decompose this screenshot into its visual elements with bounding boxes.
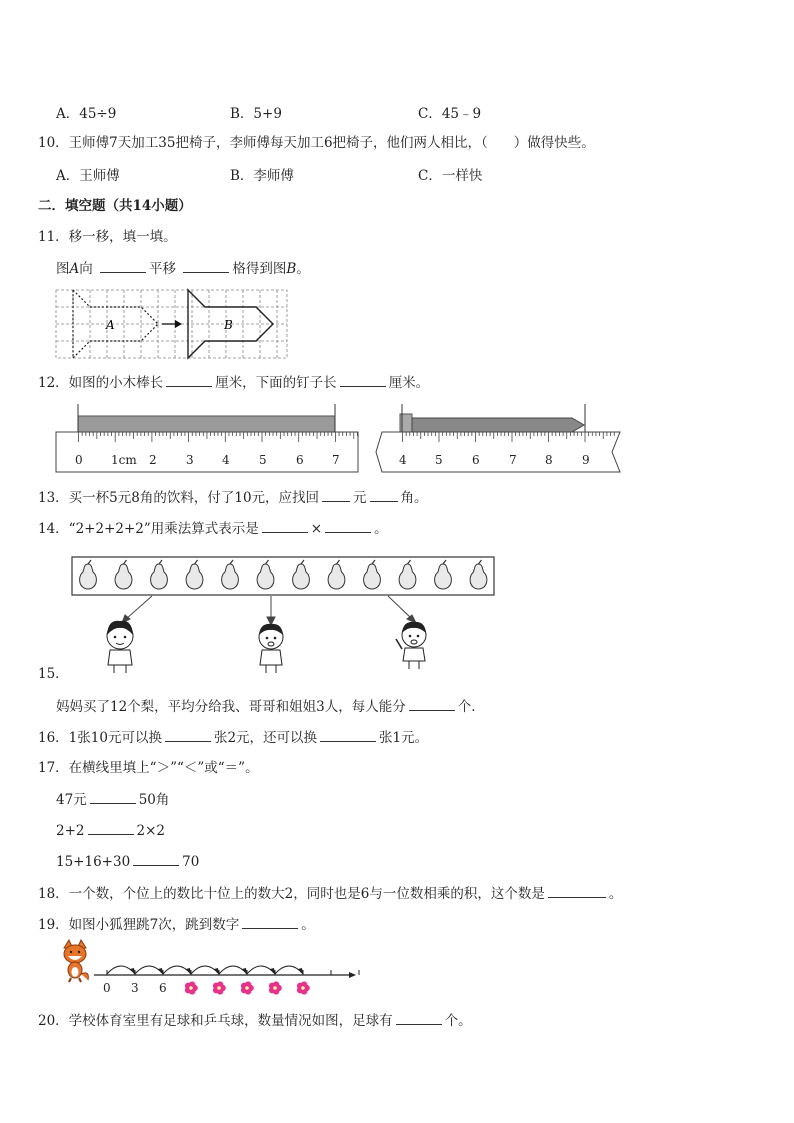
- q10-stem: [38, 133, 595, 153]
- q16-blank-1[interactable]: [165, 727, 211, 742]
- q17-row3-left: 15+16+30: [56, 854, 131, 870]
- q9-option-c: C．45﹣9: [418, 106, 482, 122]
- pear-box: [72, 557, 494, 595]
- flower-icon: [269, 981, 282, 994]
- girl-icon: [107, 621, 133, 673]
- ruler1-label: 3: [186, 453, 194, 467]
- q15-number: 15．: [38, 666, 69, 682]
- jump-arc: [247, 966, 275, 974]
- jump-arc: [107, 966, 135, 974]
- q15-blank[interactable]: [409, 696, 455, 711]
- q15-stem: [56, 696, 476, 717]
- q13-stem: [38, 487, 428, 508]
- q17-row-2: [56, 820, 165, 841]
- number-line-label: 6: [159, 981, 167, 995]
- q17-stem: 17．在横线里填上“＞”“＜”或“＝”。: [38, 760, 259, 776]
- q12-ruler-stick: [54, 402, 364, 474]
- flower-icon: [185, 981, 198, 994]
- q11-stem: 11．移一移，填一填。: [38, 229, 177, 245]
- fox-icon: [64, 940, 88, 982]
- flower-icon: [213, 981, 226, 994]
- ruler2-label: 7: [509, 453, 517, 467]
- q14-blank-1[interactable]: [262, 518, 308, 533]
- jump-arc: [191, 966, 219, 974]
- q15-text-2: 个.: [457, 699, 476, 715]
- q17-row1-left: 47元: [56, 792, 87, 808]
- q14-stem: [38, 518, 388, 539]
- q16-text-1: 16．1张10元可以换: [38, 730, 162, 746]
- jump-arc: [163, 966, 191, 974]
- q19-stem: [38, 914, 315, 935]
- q18-blank[interactable]: [548, 883, 606, 898]
- flower-icon: [241, 981, 254, 994]
- q16-blank-2[interactable]: [320, 727, 376, 742]
- q19-number-line: [60, 938, 360, 1000]
- q12-ruler-nail: [372, 402, 624, 474]
- q11-text-2: 向: [79, 261, 93, 277]
- ruler1-label: 4: [222, 453, 230, 467]
- ruler1-label: 1cm: [111, 453, 137, 467]
- jump-arc: [275, 966, 303, 974]
- q12-text-2: 厘米，下面的钉子长: [215, 375, 337, 391]
- q11-grid-figure: [54, 288, 290, 360]
- q10-stem-end: ）做得快些。: [513, 135, 595, 151]
- q17-blank-3[interactable]: [133, 851, 179, 866]
- wood-stick: [78, 416, 335, 432]
- q17-row3-right: 70: [182, 854, 200, 870]
- q11-text-4: 格得到图: [232, 261, 287, 277]
- q17-row-3: [56, 851, 199, 872]
- q18-stem: [38, 883, 622, 904]
- ruler2-label: 4: [399, 453, 407, 467]
- move-arrow-head: [175, 320, 182, 328]
- number-line-label: 3: [131, 981, 139, 995]
- q20-text-1: 20．学校体育室里有足球和乒乓球，数量情况如图，足球有: [38, 1013, 393, 1029]
- ruler2-label: 5: [435, 453, 443, 467]
- q11-blank-direction[interactable]: [100, 258, 146, 273]
- boy-icon: [396, 622, 426, 669]
- q20-blank[interactable]: [396, 1010, 442, 1025]
- q12-text-1: 12．如图的小木棒长: [38, 375, 164, 391]
- q20-stem: [38, 1010, 472, 1031]
- ruler1-label: 5: [259, 453, 267, 467]
- q17-row2-left: 2+2: [56, 823, 85, 839]
- section-title: 二．填空题（共14小题）: [38, 198, 192, 214]
- q18-text-2: 。: [608, 886, 623, 902]
- q12-blank-nail[interactable]: [340, 372, 386, 387]
- q9-option-b: B．5+9: [230, 106, 282, 122]
- q16-stem: [38, 727, 428, 748]
- ruler1-label: 0: [75, 453, 83, 467]
- q12-text-3: 厘米。: [388, 375, 430, 391]
- q11-sub: [56, 258, 310, 279]
- q10-stem-text: 10．王师傅7天加工35把椅子，李师傅每天加工6把椅子，他们两人相比，（: [38, 135, 488, 151]
- shape-a: [73, 290, 158, 358]
- jump-arc: [219, 966, 247, 974]
- q17-row-1: [56, 789, 169, 810]
- ruler1-label: 2: [149, 453, 157, 467]
- q14-blank-2[interactable]: [325, 518, 371, 533]
- q12-stem: [38, 372, 429, 393]
- nail-body: [412, 418, 584, 432]
- q17-row2-right: 2×2: [136, 823, 165, 839]
- q11-text-1: 图: [56, 261, 70, 277]
- q13-blank-yuan[interactable]: [322, 487, 350, 502]
- q13-text-3: 角。: [400, 490, 428, 506]
- ruler2-label: 8: [545, 453, 553, 467]
- q13-text-1: 13．买一杯5元8角的饮料，付了10元，应找回: [38, 490, 320, 506]
- q15-pears-figure: [68, 555, 498, 677]
- q12-blank-stick[interactable]: [166, 372, 212, 387]
- q11-fig-a-ref: A: [69, 261, 80, 277]
- number-line-label: 0: [103, 981, 111, 995]
- q19-text-2: 。: [301, 917, 315, 933]
- q10-option-a: A．王师傅: [56, 168, 120, 184]
- shape-a-label: A: [106, 318, 115, 332]
- q14-text-3: 。: [374, 521, 388, 537]
- q15-text-1: 妈妈买了12个梨，平均分给我、哥哥和姐姐3人，每人能分: [56, 699, 406, 715]
- q11-fig-b-ref: B: [286, 261, 297, 277]
- q17-row1-right: 50角: [138, 792, 170, 808]
- q20-text-2: 个。: [444, 1013, 472, 1029]
- q14-text-1: 14．“2+2+2+2”用乘法算式表示是: [38, 521, 259, 537]
- q17-blank-2[interactable]: [88, 820, 134, 835]
- q19-text-1: 19．如图小狐狸跳7次，跳到数字: [38, 917, 240, 933]
- q19-blank[interactable]: [242, 914, 298, 929]
- ruler1-label: 6: [296, 453, 304, 467]
- flower-icon: [297, 981, 310, 994]
- q13-text-2: 元: [353, 490, 367, 506]
- ruler1-label: 7: [332, 453, 340, 467]
- ruler2-label: 9: [582, 453, 590, 467]
- q14-text-2: ×: [310, 521, 323, 537]
- jump-arc: [135, 966, 163, 974]
- shape-b-label: B: [224, 318, 233, 332]
- q11-text-5: 。: [296, 261, 310, 277]
- q10-option-c: C．一样快: [418, 168, 483, 184]
- q13-blank-jiao[interactable]: [370, 487, 398, 502]
- q9-option-a: A．45÷9: [56, 106, 117, 122]
- q11-text-3: 平移: [149, 261, 177, 277]
- ruler2-label: 6: [472, 453, 480, 467]
- q18-text-1: 18．一个数，个位上的数比十位上的数大2，同时也是6与一位数相乘的积，这个数是: [38, 886, 545, 902]
- q11-blank-steps[interactable]: [183, 258, 229, 273]
- q17-blank-1[interactable]: [90, 789, 136, 804]
- number-line-arrow: [349, 972, 356, 978]
- q16-text-3: 张1元。: [379, 730, 429, 746]
- q16-text-2: 张2元，还可以换: [213, 730, 318, 746]
- boy-icon: [259, 624, 283, 673]
- q10-option-b: B．李师傅: [230, 168, 294, 184]
